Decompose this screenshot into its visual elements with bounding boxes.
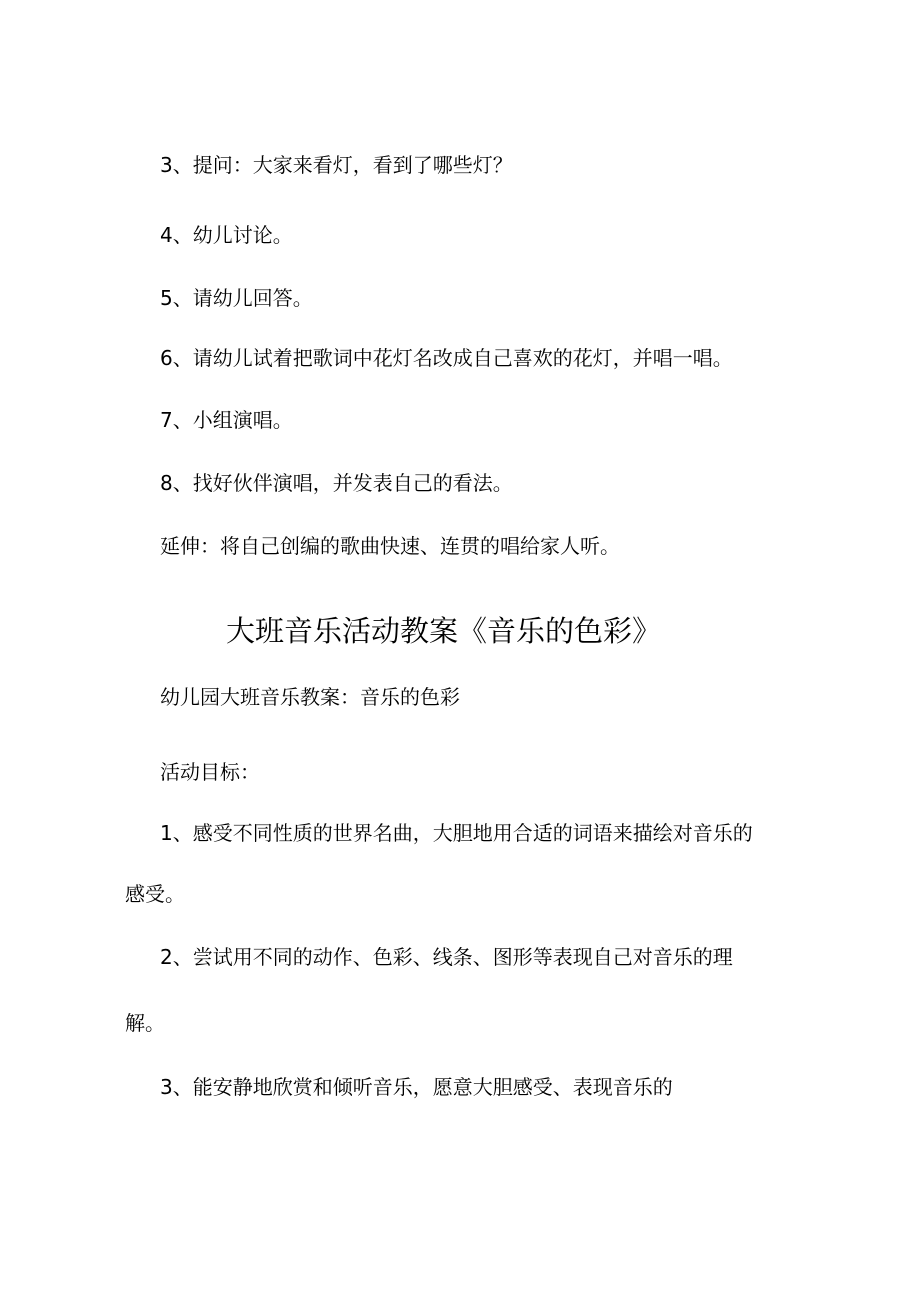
step-3-question: 3、提问：大家来看灯，看到了哪些灯？ [160, 153, 513, 177]
goal-2-line-2: 解。 [125, 1011, 165, 1035]
step-6-rename-lantern: 6、请幼儿试着把歌词中花灯名改成自己喜欢的花灯，并唱一唱。 [160, 346, 733, 370]
step-4-discussion: 4、幼儿讨论。 [160, 223, 293, 247]
lesson-subtitle: 幼儿园大班音乐教案：音乐的色彩 [160, 685, 460, 709]
goal-1-line-1: 1、感受不同性质的世界名曲，大胆地用合适的词语来描绘对音乐的 [160, 821, 753, 845]
section-title: 大班音乐活动教案《音乐的色彩》 [226, 614, 662, 648]
step-8-partner-singing: 8、找好伙伴演唱，并发表自己的看法。 [160, 471, 513, 495]
step-5-answer: 5、请幼儿回答。 [160, 286, 313, 310]
goal-3-line-1: 3、能安静地欣赏和倾听音乐，愿意大胆感受、表现音乐的 [160, 1075, 673, 1099]
goals-heading: 活动目标： [160, 760, 260, 784]
extension-paragraph: 延伸：将自己创编的歌曲快速、连贯的唱给家人听。 [160, 534, 620, 558]
goal-1-line-2: 感受。 [125, 882, 185, 906]
step-7-group-singing: 7、小组演唱。 [160, 408, 293, 432]
goal-2-line-1: 2、尝试用不同的动作、色彩、线条、图形等表现自己对音乐的理 [160, 945, 733, 969]
